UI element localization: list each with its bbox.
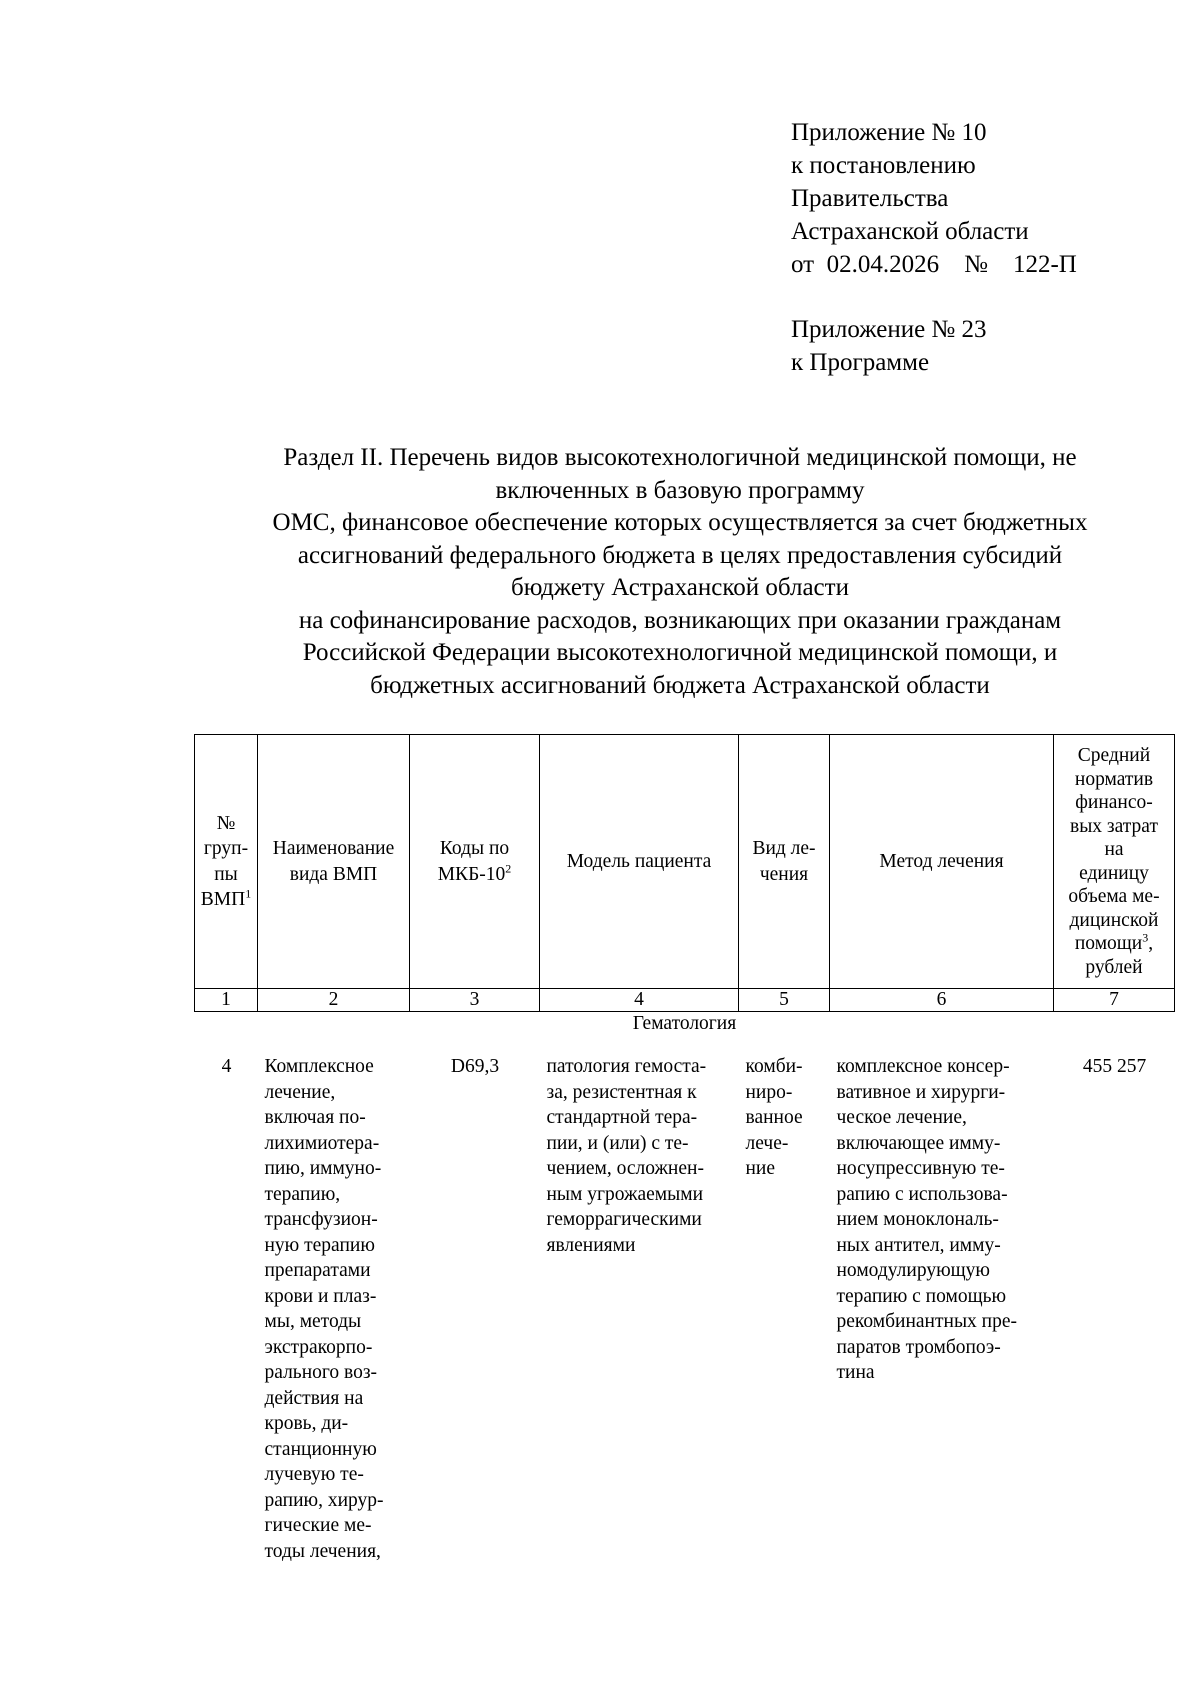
column-number: 5 xyxy=(739,989,830,1012)
title-line: Российской Федерации высокотехнологичной медицинской помощи, и xyxy=(302,639,1058,666)
column-number: 4 xyxy=(540,989,739,1012)
title-line: на софинансирование расходов, возникающих при оказании гражданам xyxy=(298,606,1062,634)
header-treatment-method: Метод лечения xyxy=(830,735,1054,989)
cell-treatment-type: комби- ниро- ванное лече- ние xyxy=(745,1056,803,1179)
appendix-line: Астраханской области xyxy=(791,218,1029,245)
appendix-main-block xyxy=(791,116,1077,281)
header-vmp-name: Наименование вида ВМП xyxy=(258,735,410,989)
appendix-line: Приложение № 23 xyxy=(791,316,987,343)
vmp-table xyxy=(194,734,1175,1564)
table-header-row xyxy=(195,735,1175,989)
appendix-line: Приложение № 10 xyxy=(791,119,987,146)
cell-icd-code: D69,3 xyxy=(450,1056,500,1077)
appendix-program-block xyxy=(791,313,987,379)
table-row xyxy=(195,1036,1175,1564)
header-cost-standard: Средний норматив финансо- вых затрат на единицу объема ме- дицинской помощи$^3$, рублей xyxy=(1054,735,1175,989)
title-line: бюджетных ассигнований бюджета Астраханской области xyxy=(370,671,990,699)
header-treatment-type: Вид ле- чения xyxy=(739,735,830,989)
appendix-line: к Программе xyxy=(791,349,930,376)
header-group-number: № груп- пы ВМП$^1$ xyxy=(195,735,258,989)
cell-group-number: 4 xyxy=(221,1056,232,1077)
section-row xyxy=(195,1012,1175,1037)
header-icd-codes: Коды по МКБ-$10^2$ xyxy=(410,735,540,989)
appendix-date-number: от 02.04.2026 № 122-П xyxy=(791,251,1077,278)
title-line: ассигнований федерального бюджета в целях предоставления субсидий xyxy=(297,541,1063,569)
title-line: Раздел II. Перечень видов высокотехнологичной медицинской помощи, не xyxy=(283,444,1077,471)
header-patient-model: Модель пациента xyxy=(540,735,739,989)
cell-patient-model: патология гемоста- за, резистентная к стандартной тера- пии, и (или) с те- чением, осложнен- ным угрожаемыми геморрагическими явлениями xyxy=(546,1056,707,1256)
title-line: ОМС, финансовое обеспечение которых осуществляется за счет бюджетных xyxy=(272,509,1088,536)
cell-cost: 455 257 xyxy=(1082,1056,1147,1077)
title-line: включенных в базовую программу xyxy=(495,476,865,504)
column-number: 2 xyxy=(258,989,410,1012)
column-number: 7 xyxy=(1054,989,1175,1012)
appendix-line: к постановлению xyxy=(791,152,976,179)
section-title xyxy=(190,442,1170,702)
column-number: 3 xyxy=(410,989,540,1012)
cell-vmp-name: Комплексное лечение, включая по- лихимиотера- пию, иммуно- терапию, трансфузион- ную терапию препаратами крови и плаз- мы, методы экстракорпо- рального воз- действия на кровь, ди- станционную лучевую те- рапию, хирур- гические ме- тоды лечения, xyxy=(264,1056,384,1562)
title-line: бюджету Астраханской области xyxy=(511,574,849,601)
column-number: 1 xyxy=(195,989,258,1012)
cell-treatment-method: комплексное консер- вативное и хирурги- ческое лечение, включающее имму- носупрессивную те- рапию с использова- нием моноклональ- ных антител, имму- номодулирующую терапию с помощью рекомбинантных пре- паратов тромбопоэ- тина xyxy=(836,1056,1018,1383)
section-heading: Гематология xyxy=(632,1013,737,1034)
column-numbers-row xyxy=(195,989,1175,1012)
appendix-line: Правительства xyxy=(791,185,949,212)
column-number: 6 xyxy=(830,989,1054,1012)
